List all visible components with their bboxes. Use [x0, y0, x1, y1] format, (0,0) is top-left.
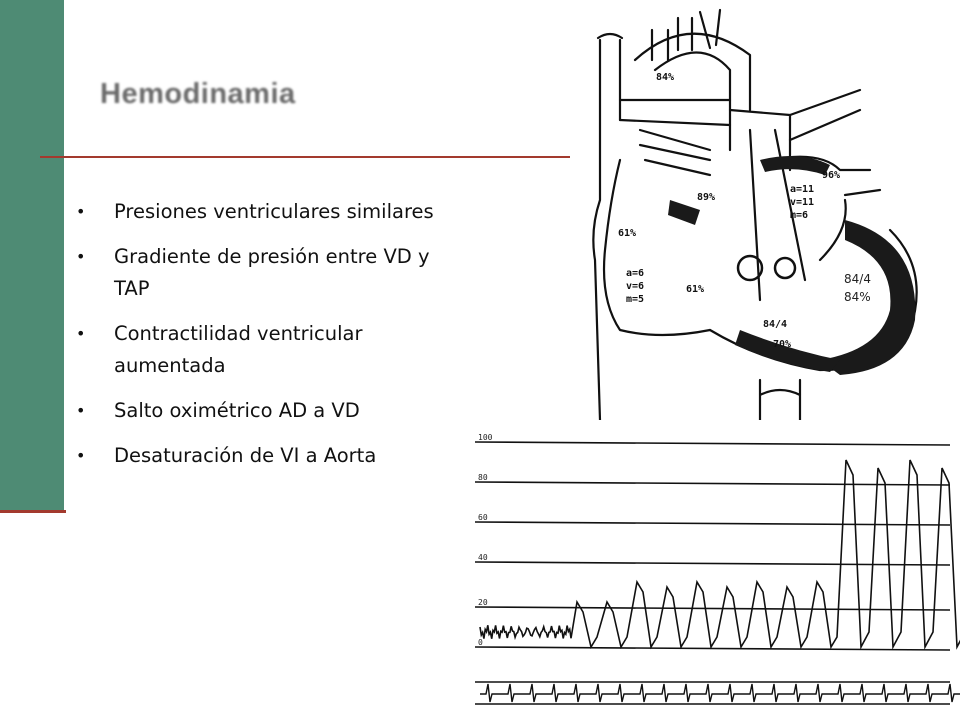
slide-title: Hemodinamia — [100, 78, 296, 110]
lv-pressure-label: 84/4 — [844, 272, 871, 286]
ra-pressure-a: a=6 — [626, 268, 645, 279]
pulmonary-left — [790, 90, 860, 140]
pressure-tracing — [470, 432, 960, 720]
bullet-text: Gradiente de presión entre VD y TAP — [114, 245, 430, 300]
pa-saturation-label: 89% — [697, 192, 716, 203]
scale-label: 20 — [478, 598, 488, 607]
pulmonary-right — [620, 100, 730, 125]
la-pressure-a: a=11 — [790, 184, 815, 195]
grid-line — [475, 522, 950, 525]
pressure-waveform — [480, 460, 960, 647]
grid-line — [475, 442, 950, 445]
bullet-item — [76, 395, 436, 427]
bullet-item — [76, 241, 436, 305]
ecg-waveform — [480, 684, 960, 702]
aortic-branch-3 — [700, 10, 720, 48]
title-rule — [40, 156, 570, 158]
la-pressure-m: m=6 — [790, 210, 809, 221]
scale-label: 40 — [478, 553, 488, 562]
sidebar-accent — [0, 0, 64, 512]
sidebar-red-line — [0, 510, 66, 513]
scale-label: 80 — [478, 473, 488, 482]
scale-label: 100 — [478, 433, 493, 442]
ra-pressure-v: v=6 — [626, 281, 645, 292]
ra-saturation-label: 61% — [618, 228, 637, 239]
svc-top — [598, 34, 622, 38]
bullet-dot-icon: • — [76, 247, 86, 266]
rv-pressure-label: 84/4 — [763, 319, 788, 330]
ra-wall — [668, 200, 700, 225]
grid-line — [475, 482, 950, 485]
right-atrium — [604, 160, 710, 335]
bullet-dot-icon: • — [76, 446, 86, 465]
inferior-vena-cava — [760, 380, 800, 420]
heart-diagram — [560, 0, 960, 420]
bullet-text: Contractilidad ventricular aumentada — [114, 322, 363, 377]
bullet-item — [76, 196, 436, 228]
scale-label: 0 — [478, 638, 483, 647]
grid-line — [475, 607, 950, 610]
la-saturation-label: 96% — [822, 170, 841, 181]
lv-saturation-label: 84% — [844, 290, 871, 304]
ra-pressure-m: m=5 — [626, 294, 645, 305]
ao-saturation-label: 70% — [773, 339, 792, 350]
grid-line — [475, 647, 950, 650]
bullet-dot-icon: • — [76, 202, 86, 221]
bullet-text: Desaturación de VI a Aorta — [114, 444, 377, 467]
bullet-text: Salto oximétrico AD a VD — [114, 399, 360, 422]
valve-circle — [775, 258, 795, 278]
bullet-item — [76, 318, 436, 382]
septum — [735, 330, 840, 372]
bullet-dot-icon: • — [76, 401, 86, 420]
grid-line — [475, 562, 950, 565]
bullet-text: Presiones ventriculares similares — [114, 200, 434, 223]
svc-saturation-label: 84% — [656, 72, 675, 83]
bullet-item — [76, 440, 436, 472]
bullet-list — [76, 196, 436, 485]
rv-saturation-label: 61% — [686, 284, 705, 295]
la-pressure-v: v=11 — [790, 197, 815, 208]
bullet-dot-icon: • — [76, 324, 86, 343]
scale-label: 60 — [478, 513, 488, 522]
vessel-lines — [640, 130, 710, 175]
